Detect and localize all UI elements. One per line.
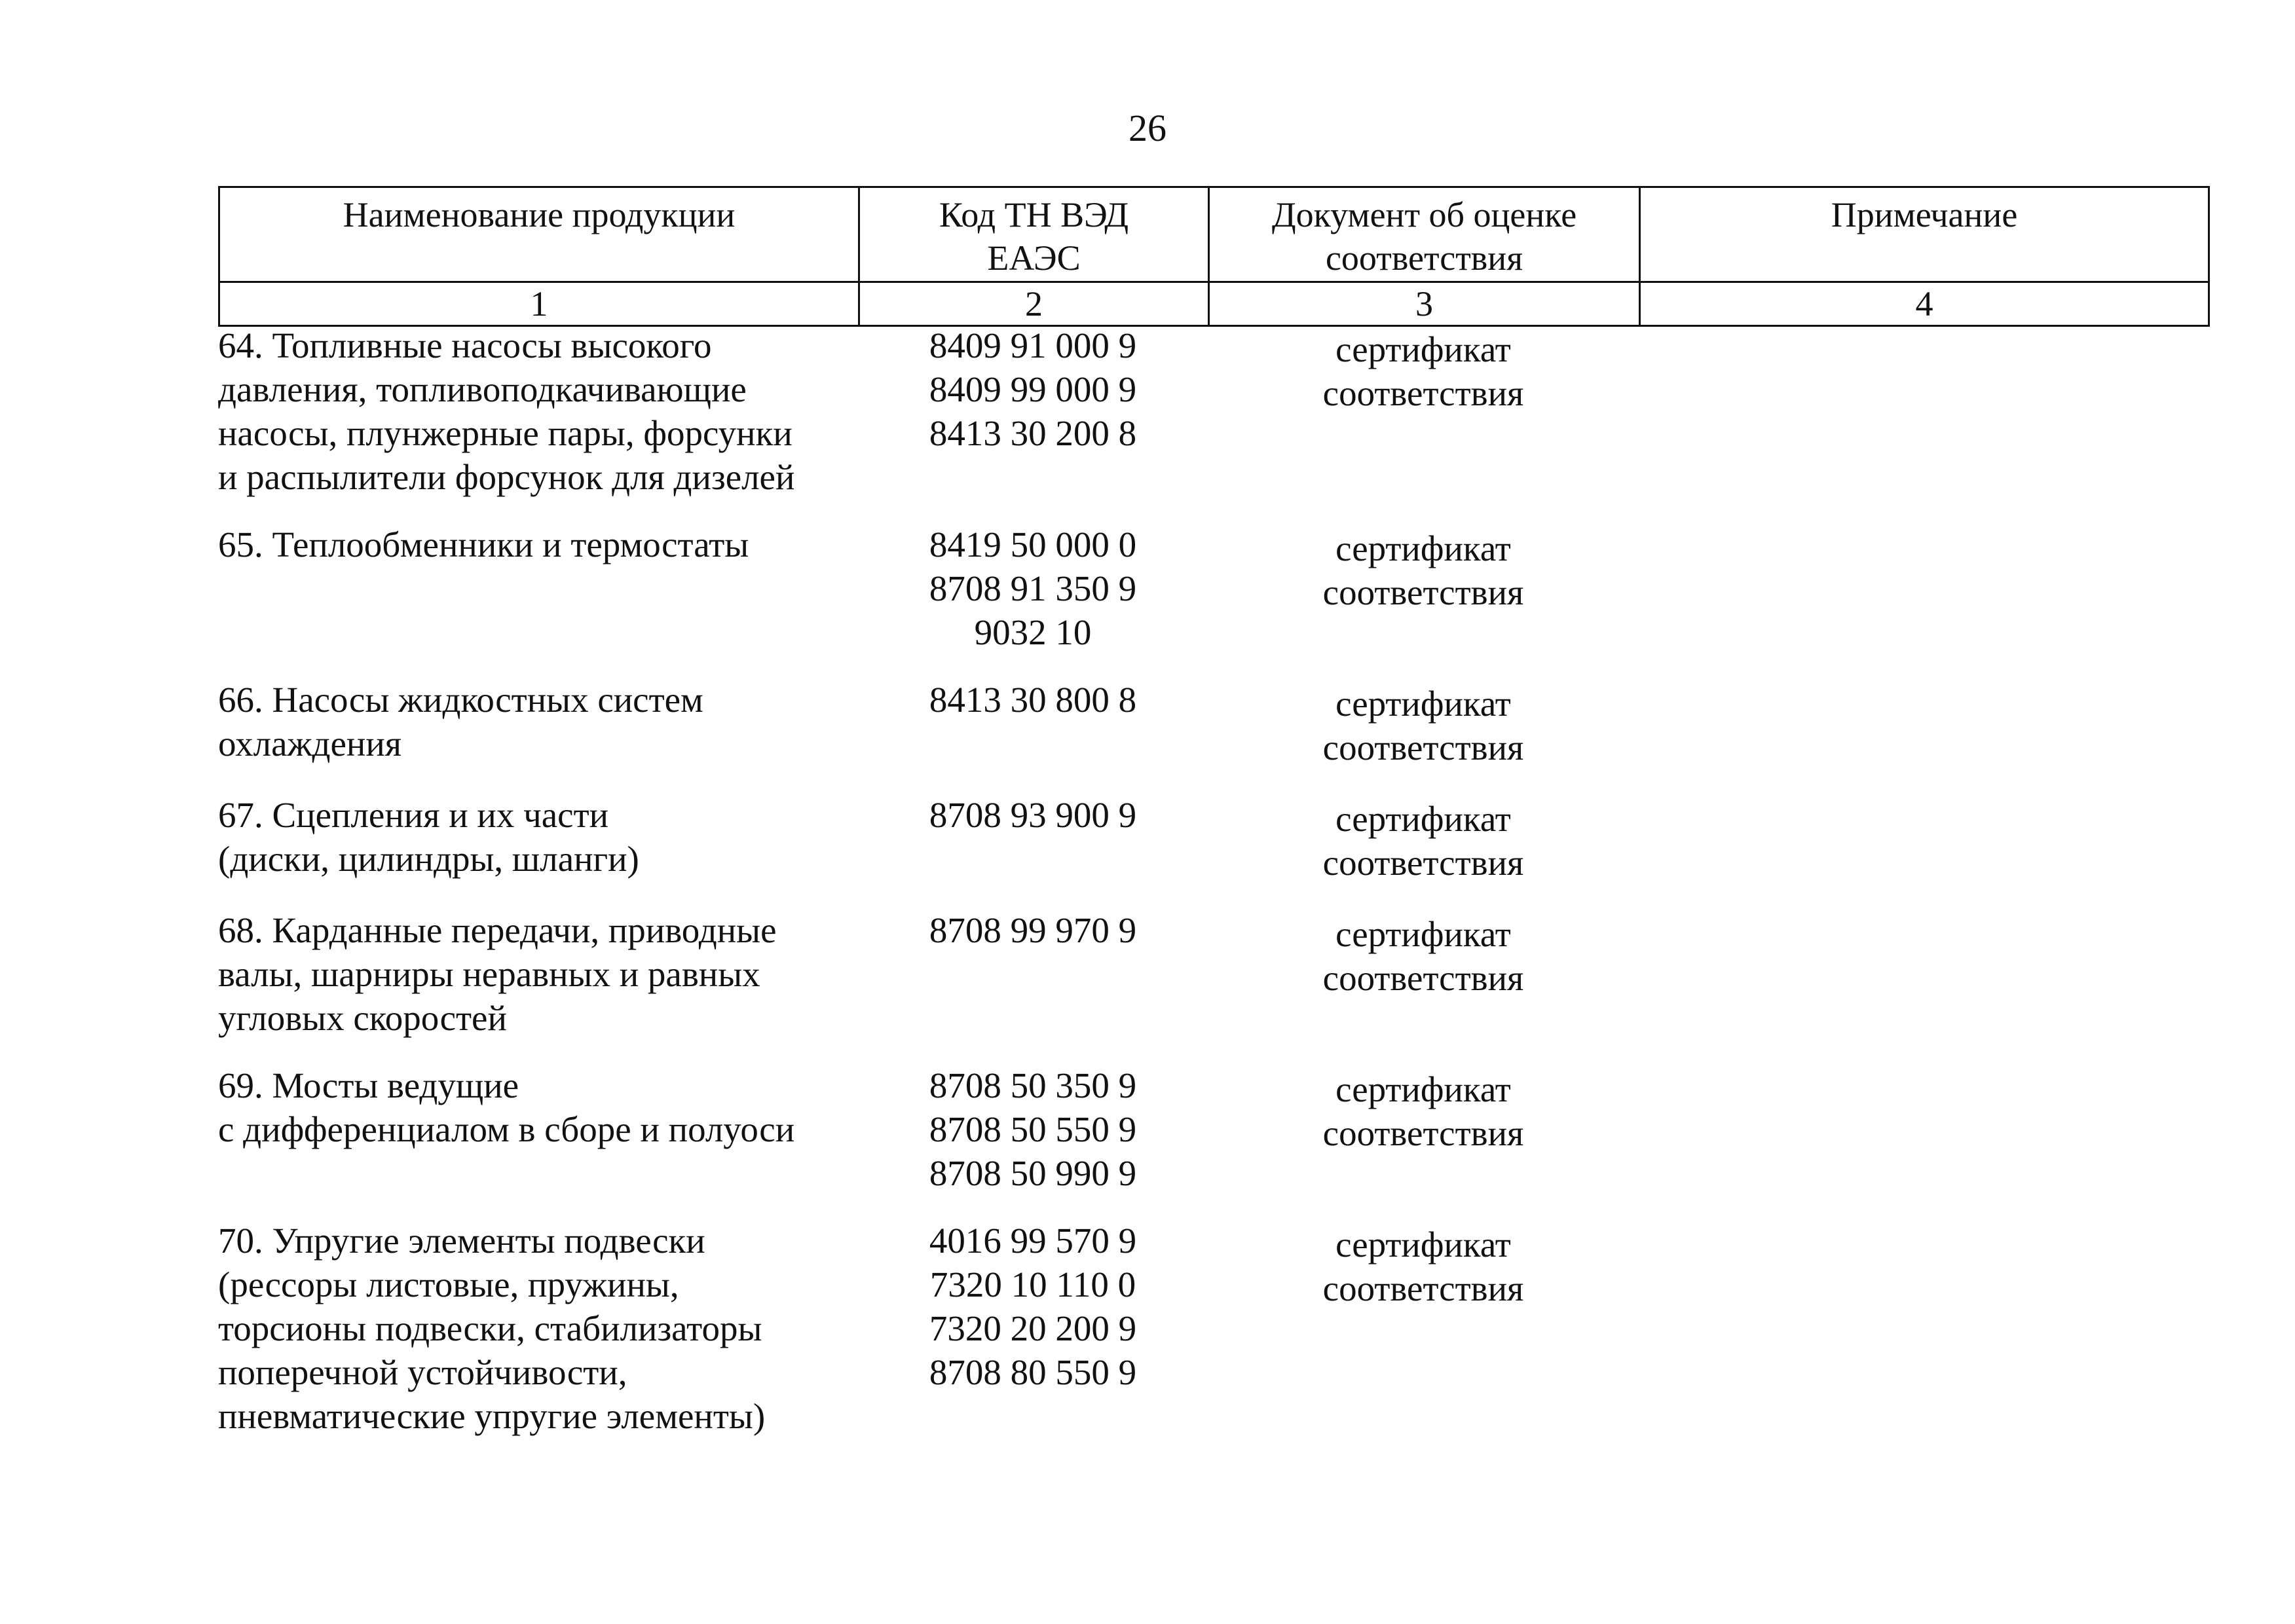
note <box>1639 323 2208 499</box>
note <box>1639 1219 2208 1438</box>
tn-ved-codes: 8708 99 970 9 <box>929 910 1137 950</box>
product-name: 68. Карданные передачи, приводные валы, шарниры неравных и равных угловых скоростей <box>218 910 777 1038</box>
tn-ved-codes: 8409 91 000 9 8409 99 000 9 8413 30 200 8 <box>929 325 1137 453</box>
note <box>1639 523 2208 654</box>
header-numbers-row <box>219 282 2209 326</box>
table-body <box>218 323 2208 1438</box>
header-labels-row <box>219 187 2209 282</box>
header-note <box>1640 187 2209 282</box>
conformity-document: сертификат соответствия <box>1322 914 1524 998</box>
tn-ved-codes: 8419 50 000 0 8708 91 350 9 9032 10 <box>929 525 1137 652</box>
product-name: 65. Теплообменники и термостаты <box>218 525 749 564</box>
table-row <box>218 323 2208 499</box>
product-name: 67. Сцепления и их части (диски, цилиндры, шланги) <box>218 795 639 879</box>
product-name: 70. Упругие элементы подвески (рессоры листовые, пружины, торсионы подвески, стабилизаторы поперечной устойчивости, пневматические упругие элементы) <box>218 1221 766 1436</box>
note <box>1639 1063 2208 1195</box>
note <box>1639 678 2208 769</box>
table-row <box>218 523 2208 654</box>
product-name: 66. Насосы жидкостных систем охлаждения <box>218 680 703 764</box>
tn-ved-codes: 8708 50 350 9 8708 50 550 9 8708 50 990 9 <box>929 1065 1137 1193</box>
header-document-text: Документ об оценке соответствия <box>1271 195 1577 278</box>
table-header <box>218 186 2210 327</box>
conformity-document: сертификат соответствия <box>1322 799 1524 883</box>
conformity-document: сертификат соответствия <box>1322 1069 1524 1153</box>
header-product-name <box>219 187 859 282</box>
product-name: 69. Мосты ведущие с дифференциалом в сборе и полуоси <box>218 1065 795 1149</box>
table-row <box>218 1219 2208 1438</box>
table-row <box>218 908 2208 1040</box>
table-row <box>218 1063 2208 1195</box>
column-number-2: 2 <box>859 282 1209 326</box>
conformity-document: сертификат соответствия <box>1322 1225 1524 1308</box>
header-note-text: Примечание <box>1831 195 2018 234</box>
page-number: 26 <box>1129 107 1166 149</box>
header-code <box>859 187 1209 282</box>
note <box>1639 793 2208 885</box>
column-number-3: 3 <box>1209 282 1640 326</box>
product-name: 64. Топливные насосы высокого давления, топливоподкачивающие насосы, плунжерные пары, форсунки и распылители форсунок для дизелей <box>218 325 795 497</box>
table-row <box>218 793 2208 885</box>
column-number-1: 1 <box>219 282 859 326</box>
conformity-document: сертификат соответствия <box>1322 329 1524 413</box>
conformity-document: сертификат соответствия <box>1322 684 1524 767</box>
table-row <box>218 678 2208 769</box>
note <box>1639 908 2208 1040</box>
tn-ved-codes: 8708 93 900 9 <box>929 795 1137 835</box>
tn-ved-codes: 4016 99 570 9 7320 10 110 0 7320 20 200 9 8708 80 550 9 <box>929 1221 1137 1392</box>
header-document <box>1209 187 1640 282</box>
conformity-document: сертификат соответствия <box>1322 528 1524 612</box>
column-number-4: 4 <box>1640 282 2209 326</box>
header-code-text: Код ТН ВЭД ЕАЭС <box>939 195 1129 278</box>
header-product-name-text: Наименование продукции <box>343 195 736 234</box>
tn-ved-codes: 8413 30 800 8 <box>929 680 1137 720</box>
